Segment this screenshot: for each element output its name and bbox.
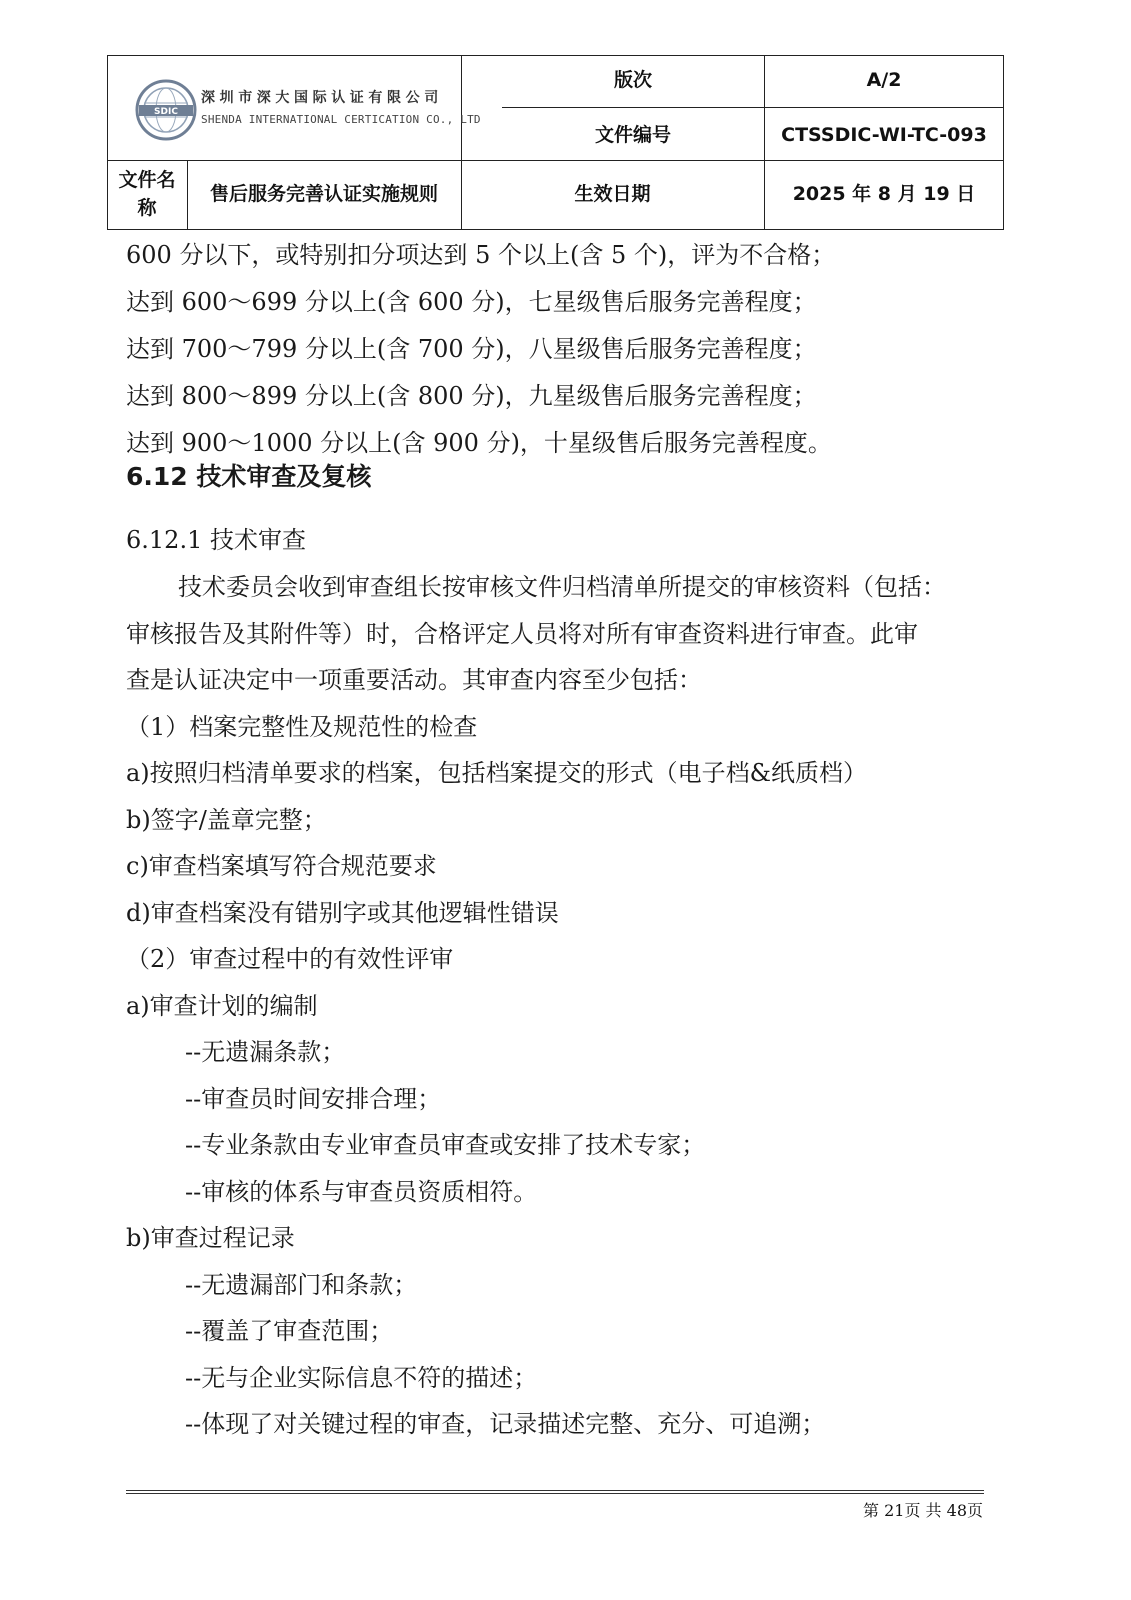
version-value: A/2 <box>866 69 902 92</box>
sub-list-item: --体现了对关键过程的审查，记录描述完整、充分、可追溯； <box>185 1410 826 1438</box>
docno-label: 文件编号 <box>594 124 671 147</box>
sub-list-item: --无遗漏部门和条款； <box>185 1271 418 1299</box>
list-item: c)审查档案填写符合规范要求 <box>126 852 437 880</box>
sub-list-item: --审核的体系与审查员资质相符。 <box>185 1178 538 1206</box>
section-heading: 6.12 技术审查及复核 <box>126 462 372 491</box>
footer-rule <box>126 1490 984 1491</box>
docno-value: CTSSDIC-WI-TC-093 <box>781 124 987 147</box>
body-line: 技术委员会收到审查组长按审核文件归档清单所提交的审核资料（包括： <box>178 573 946 601</box>
list-item: b)签字/盖章完整； <box>126 806 327 834</box>
company-name-cn: 深圳市深大国际认证有限公司 <box>201 90 443 106</box>
sub-list-item: --无与企业实际信息不符的描述； <box>185 1364 538 1392</box>
header-divider <box>502 107 1004 108</box>
company-name-en: SHENDA INTERNATIONAL CERTICATION CO., LTD <box>201 113 481 126</box>
sub-list-item: --审查员时间安排合理； <box>185 1085 442 1113</box>
subsection-heading: 6.12.1 技术审查 <box>126 526 306 554</box>
page-number: 第 21页 共 48页 <box>863 1501 983 1520</box>
list-heading: （2）审查过程中的有效性评审 <box>126 945 454 973</box>
doc-name-label-line2: 称 <box>137 197 157 219</box>
sub-list-item: --专业条款由专业审查员审查或安排了技术专家； <box>185 1131 706 1159</box>
sub-list-item: --覆盖了审查范围； <box>185 1317 394 1345</box>
version-label: 版次 <box>613 69 652 92</box>
doc-name-label <box>107 160 187 230</box>
list-item: a)审查计划的编制 <box>126 992 318 1020</box>
footer-rule <box>126 1493 984 1494</box>
company-seal-icon <box>135 79 197 141</box>
document-header-table <box>107 55 1004 230</box>
doc-name-value: 售后服务完善认证实施规则 <box>209 183 438 206</box>
body-line: 查是认证决定中一项重要活动。其审查内容至少包括： <box>126 666 702 694</box>
effective-date-label: 生效日期 <box>574 183 651 206</box>
list-item: b)审查过程记录 <box>126 1224 295 1252</box>
effective-date-value: 2025 年 8 月 19 日 <box>792 183 976 206</box>
logo-text: SDIC <box>154 107 178 117</box>
body-line: 达到 800～899 分以上(含 800 分)，九星级售后服务完善程度； <box>126 382 817 410</box>
body-line: 审核报告及其附件等）时，合格评定人员将对所有审查资料进行审查。此审 <box>126 620 918 648</box>
list-item: d)审查档案没有错别字或其他逻辑性错误 <box>126 899 559 927</box>
body-line: 达到 900～1000 分以上(含 900 分)，十星级售后服务完善程度。 <box>126 429 832 457</box>
list-heading: （1）档案完整性及规范性的检查 <box>126 713 478 741</box>
body-line: 达到 600～699 分以上(含 600 分)，七星级售后服务完善程度； <box>126 288 817 316</box>
doc-name-label-line1: 文件名 <box>118 169 176 192</box>
body-line: 达到 700～799 分以上(含 700 分)，八星级售后服务完善程度； <box>126 335 817 363</box>
sub-list-item: --无遗漏条款； <box>185 1038 346 1066</box>
company-logo <box>135 79 505 143</box>
list-item: a)按照归档清单要求的档案，包括档案提交的形式（电子档&纸质档） <box>126 759 868 787</box>
body-line: 600 分以下，或特别扣分项达到 5 个以上(含 5 个)，评为不合格； <box>126 241 836 269</box>
